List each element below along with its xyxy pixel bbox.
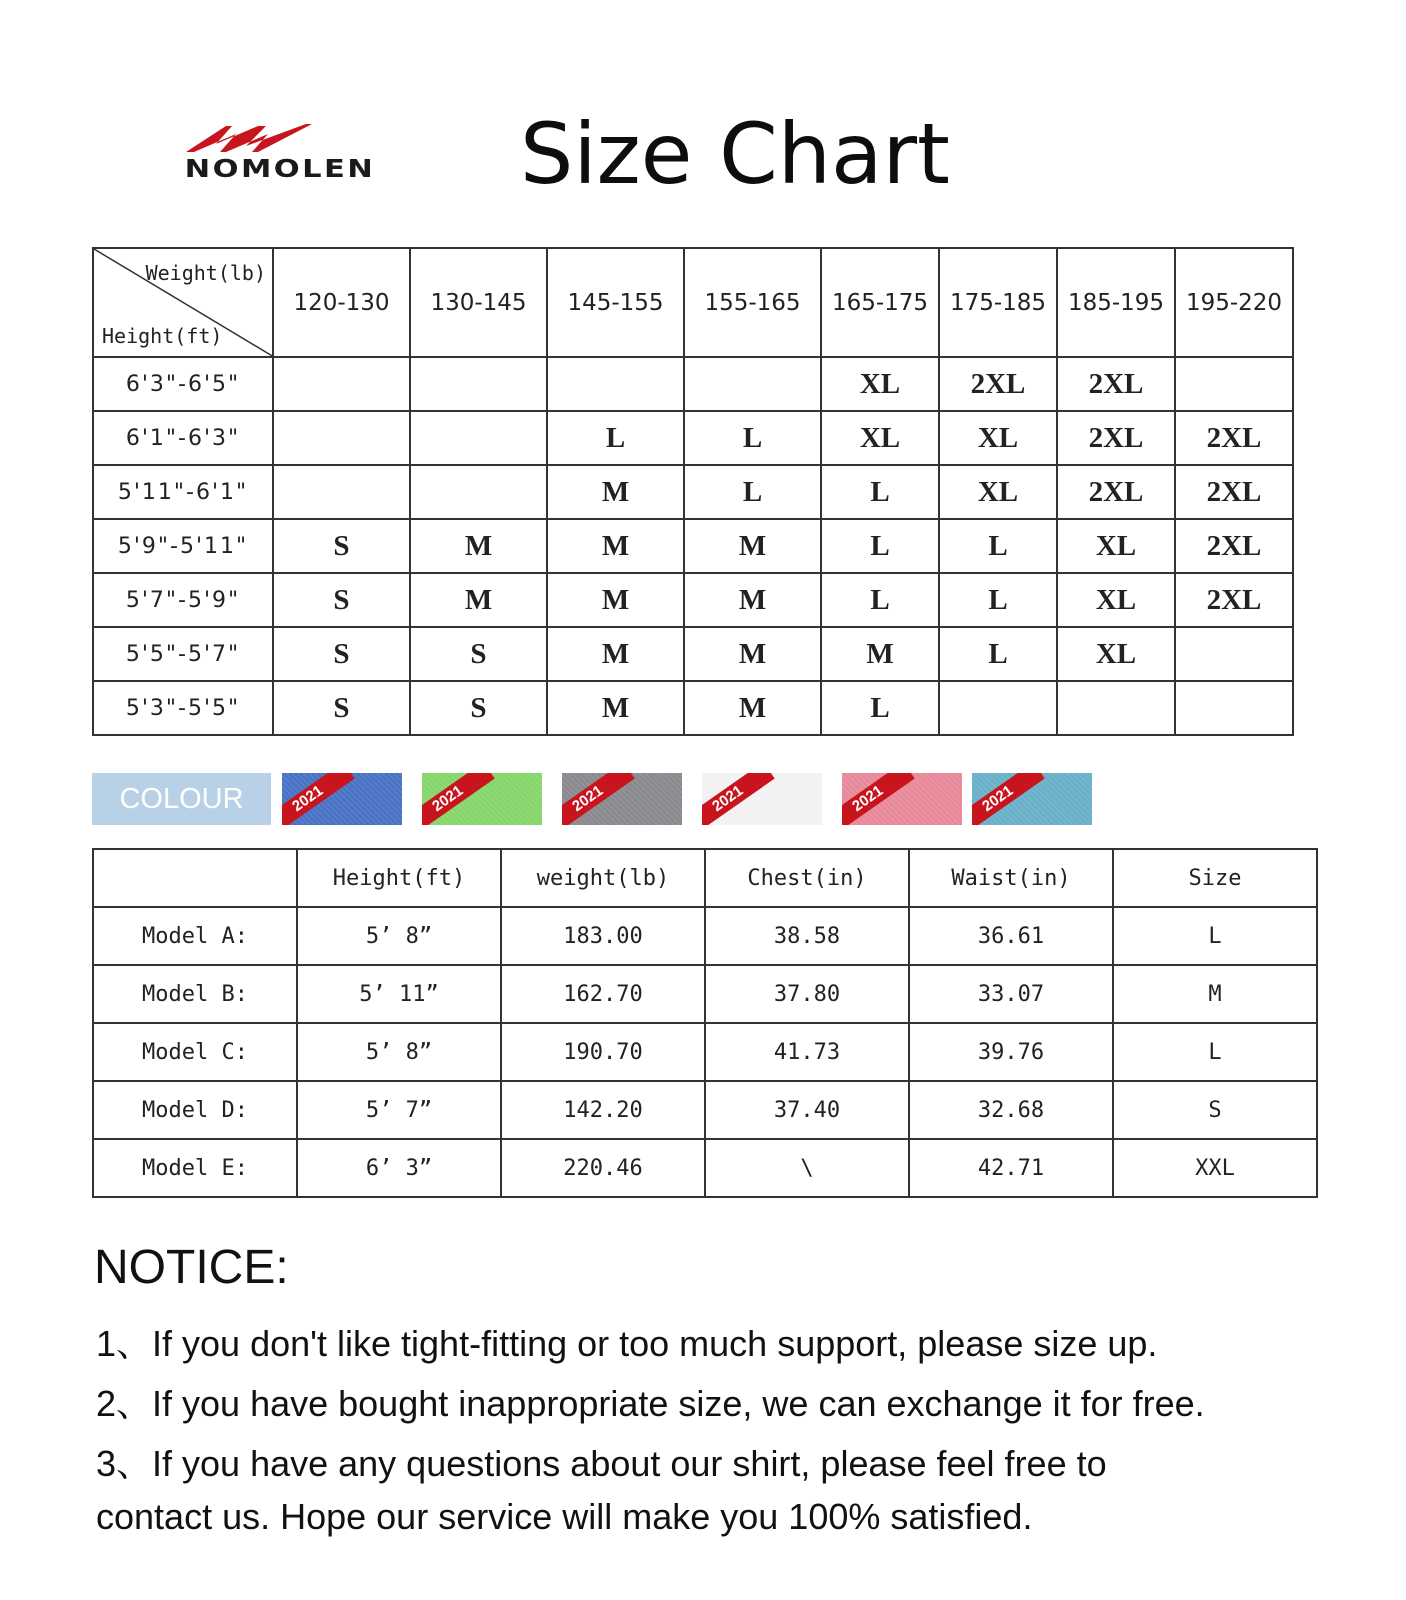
size-cell: 2XL — [1175, 573, 1293, 627]
model-value-cell: 183.00 — [501, 907, 705, 965]
weight-range-header: 195-220 — [1175, 248, 1293, 357]
size-cell — [1175, 627, 1293, 681]
model-value-cell: 5’ 11” — [297, 965, 501, 1023]
model-header-cell: Height(ft) — [297, 849, 501, 907]
size-cell: XL — [1057, 573, 1175, 627]
colour-label: COLOUR — [92, 773, 271, 825]
model-value-cell: 6’ 3” — [297, 1139, 501, 1197]
weight-range-header: 175-185 — [939, 248, 1057, 357]
model-header-cell — [93, 849, 297, 907]
year-badge: 2021 — [702, 773, 775, 825]
model-name-cell: Model B: — [93, 965, 297, 1023]
size-cell — [684, 357, 821, 411]
size-cell: M — [547, 627, 684, 681]
colour-swatch-white[interactable] — [702, 773, 822, 825]
model-header-cell: Size — [1113, 849, 1317, 907]
model-value-cell: 33.07 — [909, 965, 1113, 1023]
weight-range-header: 120-130 — [273, 248, 410, 357]
size-cell: L — [939, 627, 1057, 681]
height-range-cell: 5'5"-5'7" — [93, 627, 273, 681]
size-cell: S — [410, 627, 547, 681]
size-cell — [273, 465, 410, 519]
size-cell: 2XL — [1175, 465, 1293, 519]
year-badge: 2021 — [972, 773, 1045, 825]
size-cell: M — [684, 681, 821, 735]
size-cell: M — [547, 573, 684, 627]
size-cell — [273, 357, 410, 411]
size-cell: M — [821, 627, 939, 681]
colour-swatch-grey[interactable] — [562, 773, 682, 825]
size-row — [93, 357, 1293, 411]
height-range-cell: 6'1"-6'3" — [93, 411, 273, 465]
size-cell — [1057, 681, 1175, 735]
weight-range-header: 130-145 — [410, 248, 547, 357]
height-range-cell: 5'3"-5'5" — [93, 681, 273, 735]
model-table — [92, 848, 1318, 1198]
colour-swatch-teal[interactable] — [972, 773, 1092, 825]
model-value-cell: L — [1113, 1023, 1317, 1081]
height-range-cell: 5'11"-6'1" — [93, 465, 273, 519]
notice-title: NOTICE: — [94, 1241, 289, 1294]
model-value-cell: 5’ 8” — [297, 1023, 501, 1081]
size-cell: 2XL — [1175, 519, 1293, 573]
year-badge: 2021 — [422, 773, 495, 825]
height-range-cell: 6'3"-6'5" — [93, 357, 273, 411]
model-name-cell: Model D: — [93, 1081, 297, 1139]
height-axis-label: Height(ft) — [102, 324, 223, 348]
model-value-cell: 38.58 — [705, 907, 909, 965]
size-cell: M — [410, 573, 547, 627]
model-value-cell: 37.40 — [705, 1081, 909, 1139]
size-cell: 2XL — [1057, 411, 1175, 465]
model-value-cell: 36.61 — [909, 907, 1113, 965]
size-table-header-row — [93, 248, 1293, 357]
size-row — [93, 411, 1293, 465]
size-cell: L — [684, 465, 821, 519]
model-value-cell: 190.70 — [501, 1023, 705, 1081]
model-row — [93, 907, 1317, 965]
size-cell: M — [684, 627, 821, 681]
weight-range-header: 155-165 — [684, 248, 821, 357]
size-cell: XL — [1057, 627, 1175, 681]
size-cell: S — [273, 627, 410, 681]
model-row — [93, 1023, 1317, 1081]
size-cell: M — [684, 519, 821, 573]
size-cell: 2XL — [939, 357, 1057, 411]
model-value-cell: 220.46 — [501, 1139, 705, 1197]
height-range-cell: 5'7"-5'9" — [93, 573, 273, 627]
page-title: Size Chart — [520, 105, 950, 203]
model-header-cell: Chest(in) — [705, 849, 909, 907]
year-badge: 2021 — [842, 773, 915, 825]
size-cell: L — [821, 573, 939, 627]
size-cell: XL — [821, 357, 939, 411]
model-table-header-row — [93, 849, 1317, 907]
brand-logo — [136, 118, 376, 188]
model-name-cell: Model C: — [93, 1023, 297, 1081]
model-value-cell: 42.71 — [909, 1139, 1113, 1197]
size-cell — [410, 411, 547, 465]
model-value-cell: 5’ 8” — [297, 907, 501, 965]
model-row — [93, 965, 1317, 1023]
size-table — [92, 247, 1294, 736]
size-cell — [273, 411, 410, 465]
year-badge: 2021 — [562, 773, 635, 825]
size-cell: M — [547, 681, 684, 735]
model-value-cell: XXL — [1113, 1139, 1317, 1197]
weight-axis-label: Weight(lb) — [145, 261, 266, 285]
model-value-cell: 162.70 — [501, 965, 705, 1023]
model-row — [93, 1139, 1317, 1197]
size-cell: M — [410, 519, 547, 573]
logo-mark-icon — [186, 122, 326, 156]
size-cell: L — [821, 681, 939, 735]
size-cell: XL — [821, 411, 939, 465]
size-cell: XL — [1057, 519, 1175, 573]
size-row — [93, 519, 1293, 573]
size-cell: S — [410, 681, 547, 735]
colour-swatch-pink[interactable] — [842, 773, 962, 825]
size-cell: 2XL — [1057, 465, 1175, 519]
size-cell: S — [273, 573, 410, 627]
model-value-cell: L — [1113, 907, 1317, 965]
model-value-cell: 37.80 — [705, 965, 909, 1023]
model-value-cell: 41.73 — [705, 1023, 909, 1081]
colour-swatch-blue[interactable] — [282, 773, 402, 825]
size-cell: XL — [939, 411, 1057, 465]
model-row — [93, 1081, 1317, 1139]
model-value-cell: 142.20 — [501, 1081, 705, 1139]
notice-line: contact us. Hope our service will make you 100% satisfied. — [96, 1496, 1033, 1537]
size-row — [93, 465, 1293, 519]
size-cell: L — [547, 411, 684, 465]
size-cell: 2XL — [1057, 357, 1175, 411]
size-cell: 2XL — [1175, 411, 1293, 465]
size-cell: L — [939, 573, 1057, 627]
colour-swatch-green[interactable] — [422, 773, 542, 825]
size-cell — [1175, 681, 1293, 735]
size-cell: M — [547, 519, 684, 573]
model-value-cell: S — [1113, 1081, 1317, 1139]
logo-text: NOMOLEN — [184, 154, 376, 183]
year-badge: 2021 — [282, 773, 355, 825]
size-cell: XL — [939, 465, 1057, 519]
size-cell — [410, 465, 547, 519]
model-value-cell: M — [1113, 965, 1317, 1023]
size-row — [93, 681, 1293, 735]
model-header-cell: weight(lb) — [501, 849, 705, 907]
size-cell: M — [684, 573, 821, 627]
model-value-cell: 32.68 — [909, 1081, 1113, 1139]
weight-height-corner-cell — [93, 248, 273, 357]
weight-range-header: 185-195 — [1057, 248, 1175, 357]
model-value-cell: 39.76 — [909, 1023, 1113, 1081]
model-value-cell: \ — [705, 1139, 909, 1197]
size-cell: M — [547, 465, 684, 519]
model-value-cell: 5’ 7” — [297, 1081, 501, 1139]
size-cell: L — [821, 465, 939, 519]
size-cell — [410, 357, 547, 411]
size-cell: S — [273, 681, 410, 735]
weight-range-header: 145-155 — [547, 248, 684, 357]
model-name-cell: Model A: — [93, 907, 297, 965]
size-cell — [1175, 357, 1293, 411]
size-cell: S — [273, 519, 410, 573]
height-range-cell: 5'9"-5'11" — [93, 519, 273, 573]
model-name-cell: Model E: — [93, 1139, 297, 1197]
size-cell: L — [684, 411, 821, 465]
size-cell: L — [939, 519, 1057, 573]
notice-line: 2、If you have bought inappropriate size, we can exchange it for free. — [96, 1383, 1205, 1424]
size-row — [93, 573, 1293, 627]
size-cell — [939, 681, 1057, 735]
size-cell: L — [821, 519, 939, 573]
weight-range-header: 165-175 — [821, 248, 939, 357]
notice-line: 3、If you have any questions about our shirt, please feel free to — [96, 1443, 1107, 1484]
size-row — [93, 627, 1293, 681]
model-header-cell: Waist(in) — [909, 849, 1113, 907]
notice-line: 1、If you don't like tight-fitting or too much support, please size up. — [96, 1323, 1158, 1364]
size-cell — [547, 357, 684, 411]
